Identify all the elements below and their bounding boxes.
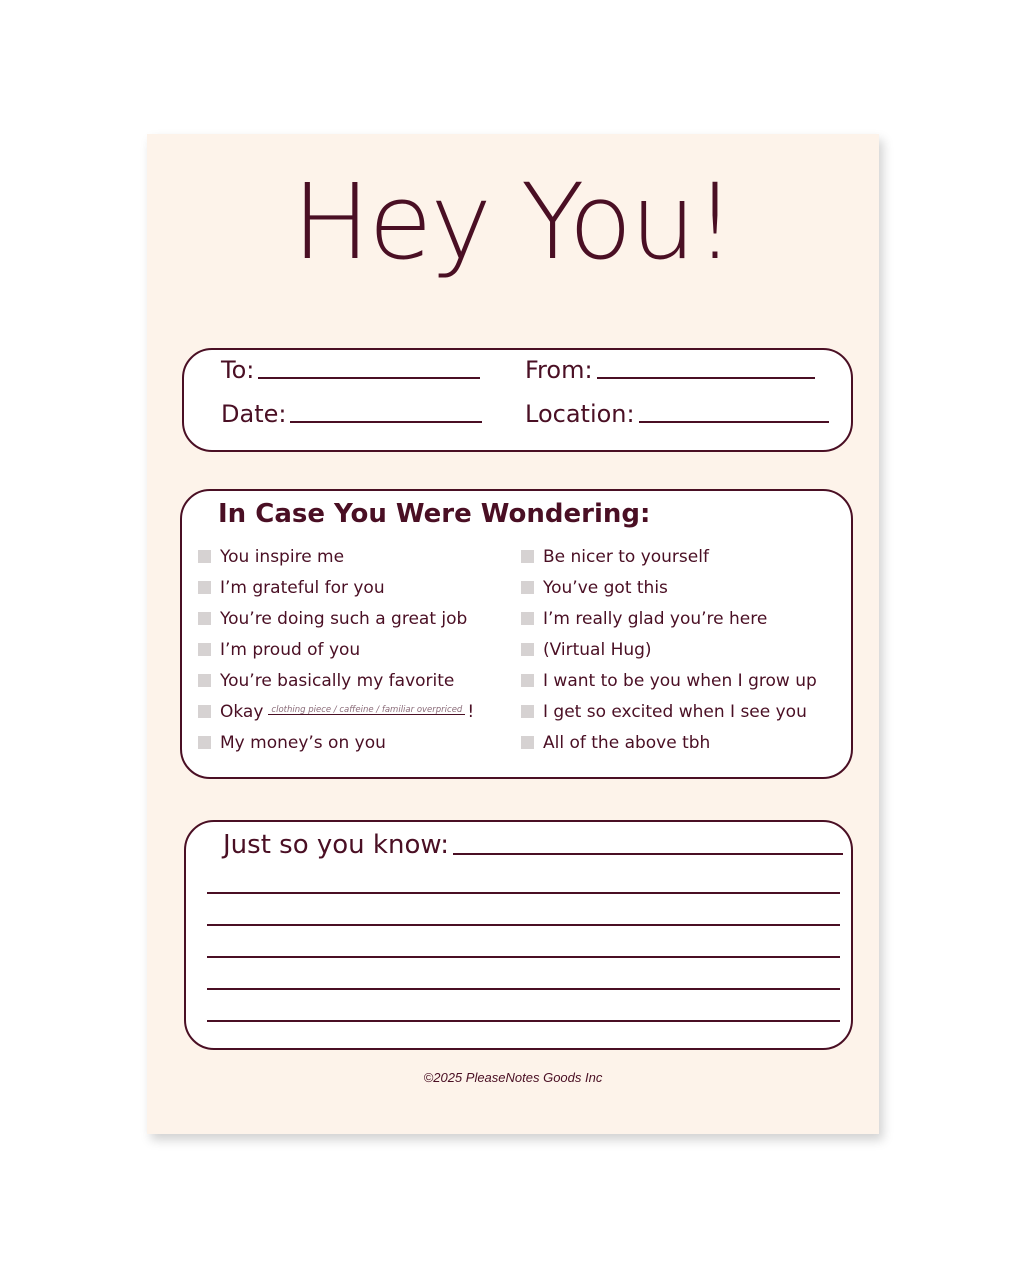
notepad-sheet [147,134,879,1134]
checkbox[interactable] [521,643,534,656]
checklist-item-label: You inspire me [220,546,345,567]
to-field[interactable] [221,356,480,384]
from-label: From: [525,356,593,384]
checkbox[interactable] [521,736,534,749]
checklist-item[interactable] [521,727,817,758]
checklist-item-label: I’m proud of you [220,639,361,660]
checkbox[interactable] [198,705,211,718]
checklist-item[interactable] [521,541,817,572]
checklist-item[interactable] [521,603,817,634]
checklist-item-label: (Virtual Hug) [543,639,652,660]
checklist-item[interactable] [198,665,474,696]
checkbox[interactable] [521,674,534,687]
checkbox[interactable] [198,736,211,749]
checklist-item-label: You’re basically my favorite [220,670,455,691]
checklist-item[interactable] [198,541,474,572]
location-line[interactable] [639,420,829,423]
writing-line[interactable] [207,956,840,958]
location-label: Location: [525,400,635,428]
okay-blank-hint[interactable]: clothing piece / caffeine / familiar overpriced [268,706,465,716]
okay-suffix: ! [467,701,475,722]
checklist-item-label: All of the above tbh [543,732,711,753]
checklist-item-label: You’re doing such a great job [220,608,468,629]
checklist-item[interactable] [198,603,474,634]
from-field[interactable] [525,356,815,384]
checkbox[interactable] [521,612,534,625]
page-title: Hey You! [292,161,734,283]
checklist-item-label: Be nicer to yourself [543,546,709,567]
date-field[interactable] [221,400,482,428]
checklist-item-label: You’ve got this [543,577,668,598]
checkbox[interactable] [521,581,534,594]
just-so-you-know-box [184,820,853,1050]
checklist-item[interactable] [521,572,817,603]
checklist-item[interactable] [521,665,817,696]
writing-line[interactable] [207,892,840,894]
to-line[interactable] [258,376,480,379]
header-fields-box [182,348,853,452]
know-heading-field[interactable] [223,830,843,860]
date-line[interactable] [290,420,482,423]
writing-line[interactable] [207,924,840,926]
writing-line[interactable] [207,1020,840,1022]
checkbox[interactable] [198,674,211,687]
date-label: Date: [221,400,287,428]
checklist-item-okay[interactable] [198,696,474,727]
checklist-item[interactable] [198,572,474,603]
checklist-item-label: My money’s on you [220,732,386,753]
checklist-item[interactable] [198,634,474,665]
checklist-item-label: I want to be you when I grow up [543,670,817,691]
checklist-item[interactable] [521,634,817,665]
writing-line[interactable] [207,988,840,990]
wondering-right-list [521,541,817,758]
know-first-line[interactable] [453,852,843,855]
copyright-notice: ©2025 PleaseNotes Goods Inc [423,1070,603,1085]
checklist-item[interactable] [521,696,817,727]
checklist-item-label: I get so excited when I see you [543,701,807,722]
checklist-item-label: I’m really glad you’re here [543,608,768,629]
know-title: Just so you know: [223,830,449,860]
location-field[interactable] [525,400,829,428]
to-label: To: [221,356,255,384]
checkbox[interactable] [198,643,211,656]
wondering-title: In Case You Were Wondering: [218,499,651,529]
checkbox[interactable] [198,612,211,625]
checklist-item[interactable] [198,727,474,758]
checklist-item-label: Okay [220,701,264,722]
checkbox[interactable] [521,705,534,718]
checkbox[interactable] [198,581,211,594]
wondering-box [180,489,853,779]
wondering-left-list [198,541,474,758]
checklist-item-label: I’m grateful for you [220,577,385,598]
checkbox[interactable] [521,550,534,563]
from-line[interactable] [597,376,815,379]
checkbox[interactable] [198,550,211,563]
